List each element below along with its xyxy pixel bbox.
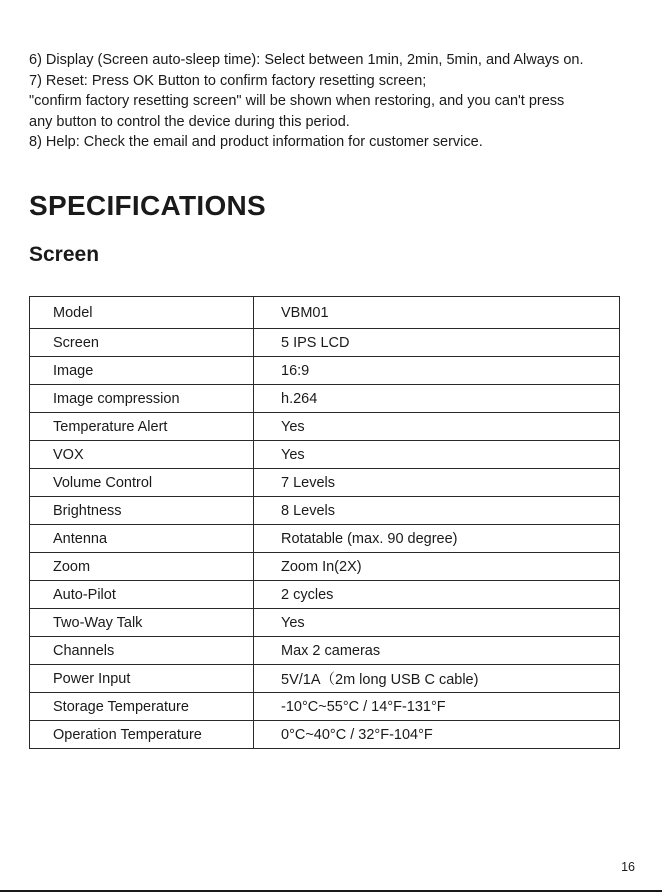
table-row [30, 413, 620, 441]
spec-value: Rotatable (max. 90 degree) [254, 525, 620, 553]
spec-value: 0°C~40°C / 32°F-104°F [254, 721, 620, 749]
spec-value: Max 2 cameras [254, 637, 620, 665]
spec-value: 7 Levels [254, 469, 620, 497]
table-row [30, 297, 620, 329]
bottom-rule [0, 890, 662, 892]
section-heading: SPECIFICATIONS [29, 190, 267, 221]
table-row [30, 609, 620, 637]
spec-value: Yes [254, 609, 620, 637]
spec-label: Storage Temperature [30, 693, 254, 721]
subsection-heading: Screen [29, 243, 100, 266]
spec-label: Operation Temperature [30, 721, 254, 749]
specifications-table [29, 296, 620, 749]
spec-label: Screen [30, 329, 254, 357]
table-row [30, 581, 620, 609]
intro-line: 8) Help: Check the email and product information for customer service. [29, 134, 483, 150]
spec-value: VBM01 [254, 297, 620, 329]
table-row [30, 385, 620, 413]
spec-label: Two-Way Talk [30, 609, 254, 637]
table-row [30, 497, 620, 525]
spec-label: Auto-Pilot [30, 581, 254, 609]
spec-value: 8 Levels [254, 497, 620, 525]
intro-line: "confirm factory resetting screen" will be shown when restoring, and you can't press [29, 93, 565, 109]
spec-label: Model [30, 297, 254, 329]
intro-text [29, 50, 639, 153]
spec-value: 16:9 [254, 357, 620, 385]
spec-label: VOX [30, 441, 254, 469]
spec-label: Image [30, 357, 254, 385]
spec-label: Channels [30, 637, 254, 665]
table-row [30, 665, 620, 693]
spec-value: 2 cycles [254, 581, 620, 609]
intro-line: any button to control the device during this period. [29, 113, 350, 130]
page-number: 16 [621, 860, 635, 874]
table-row [30, 441, 620, 469]
table-row [30, 553, 620, 581]
spec-value: Zoom In(2X) [254, 553, 620, 581]
spec-value: Yes [254, 441, 620, 469]
table-row [30, 469, 620, 497]
spec-label: Brightness [30, 497, 254, 525]
spec-label: Temperature Alert [30, 413, 254, 441]
table-row [30, 357, 620, 385]
intro-line: 6) Display (Screen auto-sleep time): Select between 1min, 2min, 5min, and Always on. [29, 52, 584, 68]
table-row [30, 329, 620, 357]
intro-line: 7) Reset: Press OK Button to confirm factory resetting screen; [29, 72, 427, 89]
table-row [30, 637, 620, 665]
spec-label: Image compression [30, 385, 254, 413]
table-row [30, 693, 620, 721]
spec-label: Zoom [30, 553, 254, 581]
spec-value: 5 IPS LCD [254, 329, 620, 357]
spec-value: h.264 [254, 385, 620, 413]
spec-value: -10°C~55°C / 14°F-131°F [254, 693, 620, 721]
spec-label: Antenna [30, 525, 254, 553]
spec-value: 5V/1A（2m long USB C cable) [254, 665, 620, 693]
table-row [30, 721, 620, 749]
table-row [30, 525, 620, 553]
spec-label: Power Input [30, 665, 254, 693]
spec-label: Volume Control [30, 469, 254, 497]
spec-value: Yes [254, 413, 620, 441]
